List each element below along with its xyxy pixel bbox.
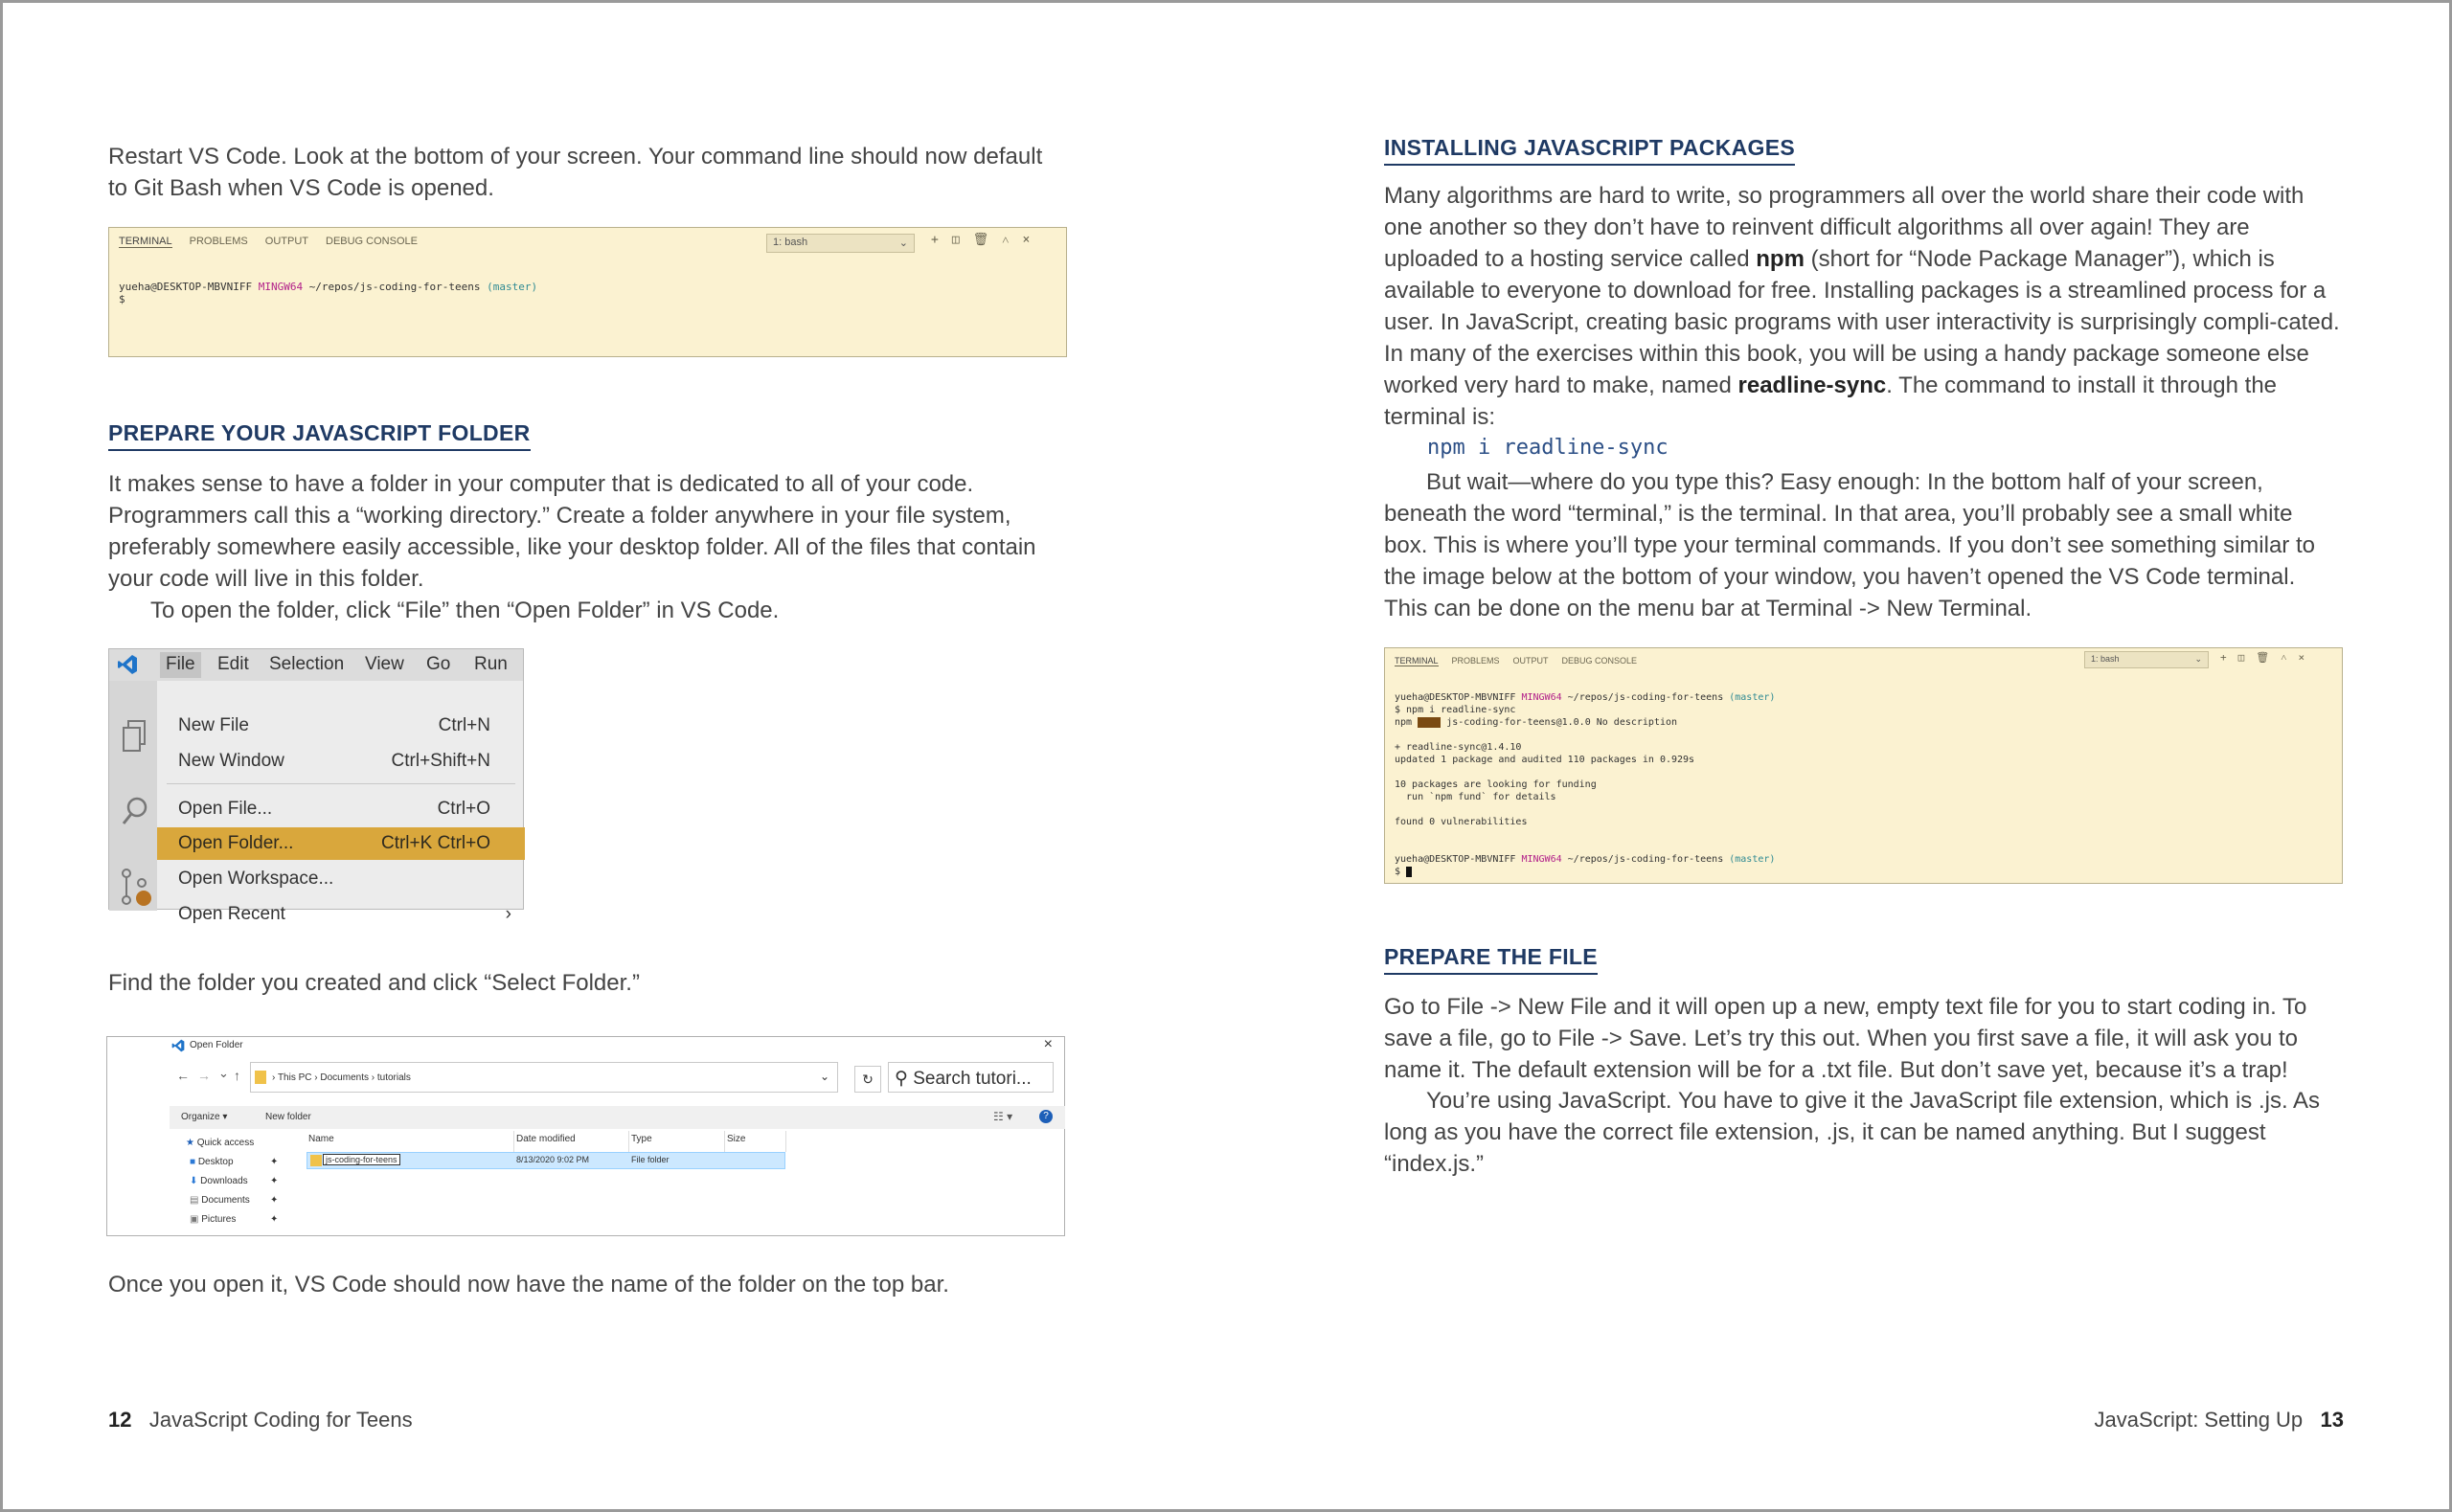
folder-date: 8/13/2020 9:02 PM <box>516 1155 590 1164</box>
paragraph-open-folder: To open the folder, click “File” then “Open Folder” in VS Code. <box>150 598 780 623</box>
close-icon[interactable]: × <box>1022 233 1031 247</box>
menu-run[interactable]: Run <box>474 654 508 674</box>
trash-icon[interactable]: 🗑 <box>2256 651 2270 664</box>
tab-debug-console[interactable]: DEBUG CONSOLE <box>1561 656 1638 666</box>
heading-prepare-file: PREPARE THE FILE <box>1384 944 1598 975</box>
tab-terminal[interactable]: TERMINAL <box>119 236 172 247</box>
pin-icon: ✦ <box>270 1214 279 1225</box>
footer-right <box>2095 1408 2345 1433</box>
menu-selection[interactable]: Selection <box>269 654 345 674</box>
prompt-user: yueha@DESKTOP-MBVNIFF <box>1395 692 1516 703</box>
pin-icon: ✦ <box>270 1195 279 1206</box>
prompt-user: yueha@DESKTOP-MBVNIFF <box>119 281 253 293</box>
open-folder-dialog-screenshot <box>106 1036 1065 1236</box>
explorer-icon[interactable] <box>121 719 148 754</box>
terminal-line: + readline-sync@1.4.10 <box>1395 742 1522 753</box>
nav-label: Downloads <box>200 1176 248 1186</box>
menu-go[interactable]: Go <box>426 654 451 674</box>
chevron-down-icon[interactable]: ⌄ <box>819 1070 829 1083</box>
menu-item-shortcut: Ctrl+O <box>437 799 490 819</box>
star-icon: ★ <box>186 1138 194 1148</box>
back-arrow-icon[interactable]: ← <box>176 1068 190 1083</box>
menu-item-open-workspace[interactable] <box>157 863 525 895</box>
desktop-icon: ■ <box>190 1157 196 1167</box>
new-folder-button[interactable]: New folder <box>265 1112 311 1122</box>
tab-problems[interactable]: PROBLEMS <box>1451 656 1500 666</box>
address-bar[interactable] <box>250 1062 838 1093</box>
paragraph-terminal-location: But wait—where do you type this? Easy enough: In the bottom half of your screen, beneath the word “terminal,” is the terminal. In that area, you’ll probably see a small white box. This is where you’ll type your terminal commands. If you don’t see something similar to the image below at the bottom of your window, you haven’t opened the VS Code terminal. This can be done on the menu bar at Terminal -> New Terminal. <box>1384 469 2315 621</box>
folder-type: File folder <box>631 1155 670 1164</box>
dialog-toolbar <box>170 1106 1065 1129</box>
prompt-branch: (master) <box>487 281 538 293</box>
breadcrumb-tutorials[interactable]: tutorials <box>376 1072 411 1083</box>
column-divider <box>513 1131 514 1152</box>
pin-icon: ✦ <box>270 1176 279 1186</box>
prompt-branch: (master) <box>1729 692 1776 703</box>
terminal-screenshot-npm <box>1384 647 2343 884</box>
cursor <box>1406 867 1412 877</box>
forward-arrow-icon[interactable]: → <box>197 1068 211 1083</box>
terminal-line: found 0 vulnerabilities <box>1395 817 1528 827</box>
paragraph-text: . The command to install it through the terminal is: <box>1384 372 2278 430</box>
vscode-logo-icon <box>117 654 138 675</box>
page-number-right: 13 <box>2320 1408 2344 1432</box>
add-icon[interactable]: + <box>931 233 939 247</box>
terminal-line: updated 1 package and audited 110 packages in 0.929s <box>1395 755 1695 765</box>
menu-item-shortcut: Ctrl+K Ctrl+O <box>380 833 490 853</box>
column-divider <box>724 1131 725 1152</box>
tab-output[interactable]: OUTPUT <box>1512 656 1549 666</box>
shell-select-value: 1: bash <box>773 237 808 248</box>
column-date-modified[interactable]: Date modified <box>516 1134 576 1144</box>
menu-item-label: Open Recent <box>178 904 285 924</box>
terminal-line: 10 packages are looking for funding <box>1395 779 1597 790</box>
breadcrumb-this-pc[interactable]: This PC <box>277 1072 312 1083</box>
download-icon: ⬇ <box>190 1176 198 1186</box>
prompt-path: ~/repos/js-coding-for-teens <box>308 281 481 293</box>
shell-select[interactable] <box>766 234 915 253</box>
menu-item-new-file[interactable] <box>157 710 525 742</box>
chevron-up-icon[interactable]: ˄ <box>1002 234 1010 248</box>
paragraph-text: Many algorithms are hard to write, so programmers all over the world share their code with one another so they don’t have to reinvent difficult algorithms all over again! They are uploaded to a hosting service called <box>1384 183 2304 272</box>
split-icon[interactable]: ◫ <box>2237 651 2245 664</box>
recent-chevron-icon[interactable]: ⌄ <box>218 1066 229 1080</box>
nav-documents[interactable] <box>190 1195 279 1206</box>
tab-debug-console[interactable]: DEBUG CONSOLE <box>326 236 418 247</box>
menu-item-shortcut: Ctrl+N <box>438 715 490 735</box>
terminal-tabs <box>119 236 418 248</box>
prompt-branch: (master) <box>1729 854 1776 865</box>
nav-downloads[interactable] <box>190 1176 279 1186</box>
prompt-env: MINGW64 <box>1521 854 1562 865</box>
menu-bar <box>109 649 523 681</box>
column-type[interactable]: Type <box>631 1134 652 1144</box>
add-icon[interactable]: + <box>2220 651 2227 664</box>
paragraph-packages <box>1384 180 2340 433</box>
menu-item-label: Open Folder... <box>178 833 294 853</box>
terminal-actions <box>2220 651 2304 664</box>
column-name[interactable]: Name <box>308 1134 334 1144</box>
column-size[interactable]: Size <box>727 1134 746 1144</box>
paragraph-new-file: Go to File -> New File and it will open up a new, empty text file for you to start coding in. To save a file, go to File -> Save. Let’s try this out. When you first save a file, it will ask you to name it. The default extension will be for a .txt file. But don’t save yet, because it’s a trap! <box>1384 994 2307 1083</box>
organize-button[interactable]: Organize ▾ <box>181 1112 228 1122</box>
menu-item-open-folder[interactable] <box>157 827 525 860</box>
prompt-env: MINGW64 <box>1521 692 1562 703</box>
shell-select-value: 1: bash <box>2091 654 2120 664</box>
breadcrumb-documents[interactable]: Documents <box>320 1072 369 1083</box>
running-title-right: JavaScript: Setting Up <box>2094 1408 2304 1432</box>
tab-terminal[interactable]: TERMINAL <box>1395 656 1439 666</box>
search-icon: ⚲ <box>895 1069 908 1089</box>
terminal-output <box>1395 691 1775 878</box>
activity-bar <box>109 681 157 911</box>
terminal-output <box>119 281 537 305</box>
column-divider <box>785 1131 786 1152</box>
split-icon[interactable]: ◫ <box>951 233 960 247</box>
search-icon[interactable] <box>121 796 149 828</box>
menu-item-open-recent[interactable] <box>157 898 525 931</box>
column-divider <box>628 1131 629 1152</box>
terminal-tabs <box>1395 656 1637 666</box>
paragraph-top-bar: Once you open it, VS Code should now have the name of the folder on the top bar. <box>108 1272 949 1298</box>
npm-term: npm <box>1756 246 1805 272</box>
menu-item-label: New Window <box>178 751 284 771</box>
terminal-line: run `npm fund` for details <box>1395 792 1556 802</box>
readline-sync-term: readline-sync <box>1737 372 1887 398</box>
menu-file[interactable]: File <box>160 652 201 678</box>
heading-installing-packages: INSTALLING JAVASCRIPT PACKAGES <box>1384 135 1795 166</box>
paragraph-js-extension: You’re using JavaScript. You have to give it the JavaScript file extension, which is .js. As long as you have the correct file extension, .js, it can be named anything. But I suggest “index.js.” <box>1384 1088 2320 1177</box>
chevron-right-icon: › <box>505 904 511 924</box>
picture-icon: ▣ <box>190 1214 199 1225</box>
breadcrumb: › This PC › Documents › tutorials <box>272 1072 411 1083</box>
document-icon: ▤ <box>190 1195 199 1206</box>
terminal-line: npm <box>1395 717 1419 728</box>
close-icon[interactable]: × <box>1043 1036 1053 1052</box>
prompt-symbol: $ <box>119 293 125 305</box>
help-icon[interactable]: ? <box>1039 1110 1053 1123</box>
pin-icon: ✦ <box>270 1157 279 1167</box>
code-npm-install: npm i readline-sync <box>1427 436 1669 460</box>
tab-problems[interactable]: PROBLEMS <box>189 236 248 247</box>
folder-icon <box>310 1155 322 1166</box>
menu-item-open-file[interactable] <box>157 793 525 825</box>
nav-label: Desktop <box>197 1157 234 1167</box>
up-arrow-icon[interactable]: ↑ <box>234 1068 240 1083</box>
menu-item-label: New File <box>178 715 249 735</box>
terminal-actions <box>931 233 1030 248</box>
terminal-line: js-coding-for-teens@1.0.0 No description <box>1441 717 1678 728</box>
menu-edit[interactable]: Edit <box>217 654 249 674</box>
tab-output[interactable]: OUTPUT <box>264 236 308 247</box>
terminal-line: $ npm i readline-sync <box>1395 705 1516 715</box>
close-icon[interactable]: × <box>2298 651 2305 664</box>
trash-icon[interactable]: 🗑 <box>972 233 989 247</box>
chevron-down-icon: ⌄ <box>2194 654 2202 664</box>
terminal-screenshot-bash <box>108 227 1067 357</box>
nav-pictures[interactable] <box>190 1214 279 1225</box>
menu-view[interactable]: View <box>365 654 404 674</box>
footer-left <box>108 1408 413 1433</box>
menu-item-label: Open File... <box>178 799 273 819</box>
nav-label: Pictures <box>201 1214 237 1225</box>
menu-item-new-window[interactable] <box>157 745 525 778</box>
refresh-icon[interactable]: ↻ <box>854 1066 881 1093</box>
paragraph-select-folder: Find the folder you created and click “Select Folder.” <box>108 970 640 996</box>
nav-desktop[interactable] <box>190 1157 279 1167</box>
nav-label: Documents <box>201 1195 250 1206</box>
prompt-user: yueha@DESKTOP-MBVNIFF <box>1395 854 1516 865</box>
source-control-icon[interactable] <box>119 868 153 908</box>
prompt-path: ~/repos/js-coding-for-teens <box>1567 854 1724 865</box>
search-placeholder: Search tutori... <box>913 1069 1032 1089</box>
prompt-env: MINGW64 <box>258 281 304 293</box>
paragraph-text: (short for “Node Package Manager”), which is available to everyone to download for free. Installing packages is a streamlined process for a user. In JavaScript, creating basic programs with user interactivity is surprisingly compli-cated. In many of the exercises within this book, you will be using a handy package someone else worked very hard to make, named <box>1384 246 2340 398</box>
shell-select[interactable] <box>2084 651 2209 668</box>
search-input[interactable] <box>888 1062 1054 1093</box>
vscode-file-menu-screenshot <box>108 648 524 924</box>
paragraph-working-directory: It makes sense to have a folder in your computer that is dedicated to all of your code. Programmers call this a “working directory.” Create a folder anywhere in your file system, preferably somewhere easily accessible, like your desktop folder. All of the files that contain your code will live in this folder. <box>108 471 1036 592</box>
warn-badge: WARN <box>1418 717 1442 728</box>
folder-row-selected[interactable] <box>306 1152 785 1169</box>
menu-separator <box>167 783 515 784</box>
running-title-left: JavaScript Coding for Teens <box>148 1408 413 1432</box>
view-options-icon[interactable]: ☷ ▾ <box>993 1110 1013 1123</box>
vscode-logo-icon <box>171 1039 185 1052</box>
nav-label: Quick access <box>196 1138 255 1148</box>
heading-prepare-folder: PREPARE YOUR JAVASCRIPT FOLDER <box>108 420 531 451</box>
menu-item-label: Open Workspace... <box>178 869 334 889</box>
folder-icon <box>255 1071 266 1084</box>
nav-quick-access[interactable] <box>186 1138 254 1148</box>
chevron-up-icon[interactable]: ˄ <box>2281 651 2287 664</box>
prompt-path: ~/repos/js-coding-for-teens <box>1567 692 1724 703</box>
folder-name-input[interactable]: js-coding-for-teens <box>323 1154 400 1165</box>
menu-item-shortcut: Ctrl+Shift+N <box>391 751 490 771</box>
chevron-down-icon: ⌄ <box>898 237 908 249</box>
page-number-left: 12 <box>108 1408 132 1432</box>
prompt-symbol: $ <box>1395 867 1401 877</box>
dialog-title: Open Folder <box>190 1040 243 1050</box>
intro-paragraph: Restart VS Code. Look at the bottom of your screen. Your command line should now default to Git Bash when VS Code is opened. <box>108 144 1043 201</box>
